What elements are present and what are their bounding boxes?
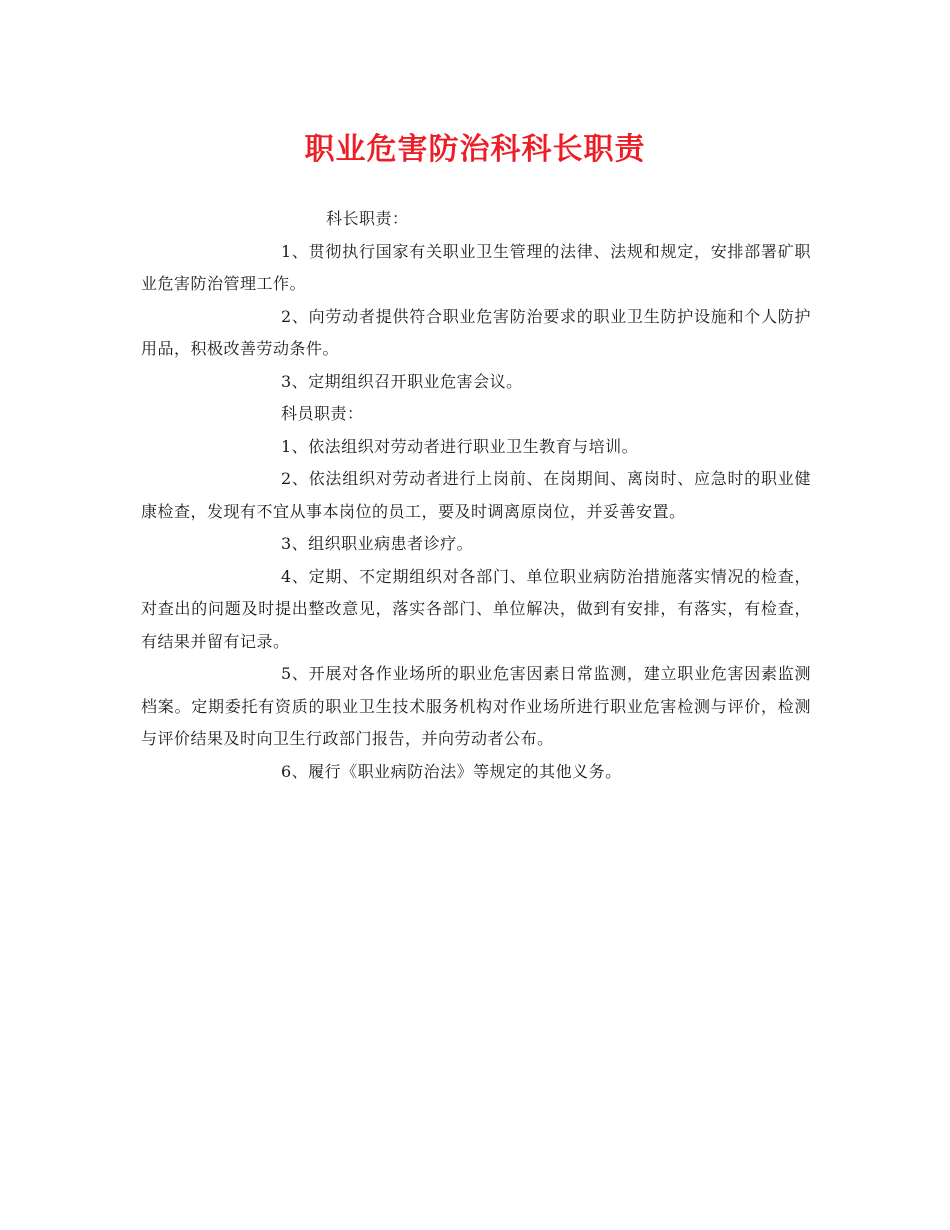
section-heading-staff: 科员职责： <box>281 404 364 423</box>
list-item: 3、定期组织召开职业危害会议。 <box>281 371 523 391</box>
list-item: 2、依法组织对劳动者进行上岗前、在岗期间、离岗时、应急时的职业健康检查，发现有不宜从事本岗位的员工，要及时调离原岗位，并妥善安置。 <box>141 469 811 521</box>
document-title: 职业危害防治科科长职责 <box>304 132 646 167</box>
list-item: 2、向劳动者提供符合职业危害防治要求的职业卫生防护设施和个人防护用品，积极改善劳动条件。 <box>141 306 811 358</box>
list-item: 4、定期、不定期组织对各部门、单位职业病防治措施落实情况的检查，对查出的问题及时提出整改意见，落实各部门、单位解决，做到有安排，有落实，有检查，有结果并留有记录。 <box>141 566 811 651</box>
list-item: 6、履行《职业病防治法》等规定的其他义务。 <box>281 761 622 781</box>
list-item: 5、开展对各作业场所的职业危害因素日常监测，建立职业危害因素监测档案。定期委托有资质的职业卫生技术服务机构对作业场所进行职业危害检测与评价，检测与评价结果及时向卫生行政部门报告，并向劳动者公布。 <box>141 664 811 748</box>
list-item: 1、贯彻执行国家有关职业卫生管理的法律、法规和规定，安排部署矿职业危害防治管理工作。 <box>141 241 811 293</box>
section-heading-section-chief: 科长职责： <box>326 209 409 228</box>
document-body <box>141 203 811 788</box>
list-item: 1、依法组织对劳动者进行职业卫生教育与培训。 <box>281 436 639 456</box>
list-item: 3、组织职业病患者诊疗。 <box>281 534 474 553</box>
